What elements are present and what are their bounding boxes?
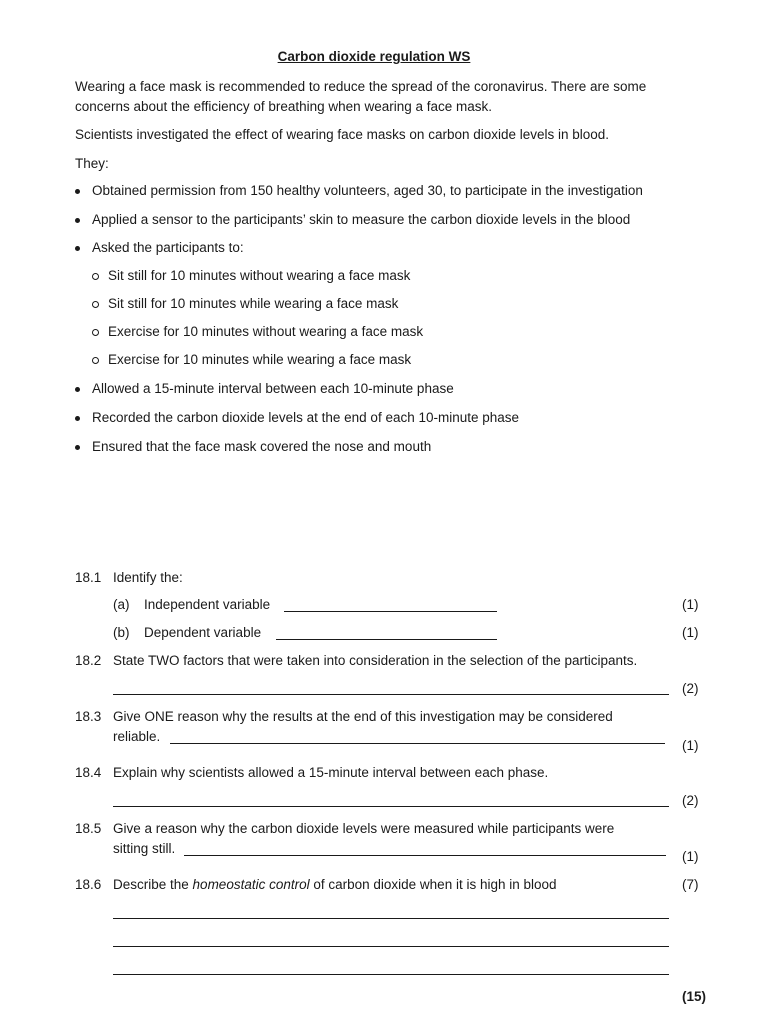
question-text: Give ONE reason why the results at the end of this investigation may be considered: [113, 709, 613, 724]
sub-bullet-text: Exercise for 10 minutes while wearing a face mask: [108, 352, 412, 367]
bullet-dot-icon: [75, 445, 80, 450]
question-text: Explain why scientists allowed a 15-minute interval between each phase.: [113, 765, 549, 780]
sub-bullet-text: Exercise for 10 minutes without wearing a face mask: [108, 324, 424, 339]
question-text-start: Describe the: [113, 877, 193, 892]
answer-line[interactable]: [113, 946, 669, 947]
bullet-dot-icon: [75, 387, 80, 392]
worksheet-title: Carbon dioxide regulation WS: [277, 49, 471, 64]
answer-line[interactable]: [113, 974, 669, 975]
subquestion-text: Dependent variable: [144, 625, 262, 640]
answer-line[interactable]: [170, 743, 665, 744]
question-text: Give a reason why the carbon dioxide levels were measured while participants were: [113, 821, 615, 836]
question-number: 18.6: [75, 877, 102, 892]
question-text: [113, 877, 557, 892]
question-number: 18.3: [75, 709, 102, 724]
question-number: 18.5: [75, 821, 102, 836]
emphasized-term: homeostatic control: [192, 877, 310, 892]
sub-bullet-text: Sit still for 10 minutes without wearing a face mask: [108, 268, 411, 283]
mark-allocation: (1): [682, 597, 699, 612]
answer-line[interactable]: [284, 611, 497, 612]
subquestion-text: Independent variable: [144, 597, 271, 612]
answer-line[interactable]: [113, 806, 669, 807]
mark-allocation: (2): [682, 681, 699, 696]
answer-line[interactable]: [113, 918, 669, 919]
hollow-circle-icon: [92, 301, 99, 308]
answer-line[interactable]: [276, 639, 497, 640]
subquestion-label: (a): [113, 597, 130, 612]
total-marks: (15): [682, 989, 707, 1004]
intro-line-1: Wearing a face mask is recommended to reduce the spread of the coronavirus. There are some: [75, 79, 647, 94]
question-text: Identify the:: [113, 570, 183, 585]
answer-line[interactable]: [184, 855, 666, 856]
mark-allocation: (7): [682, 877, 699, 892]
bullet-dot-icon: [75, 246, 80, 251]
intro-line-3: Scientists investigated the effect of wearing face masks on carbon dioxide levels in blood.: [75, 127, 610, 142]
question-text-continued: reliable.: [113, 729, 161, 744]
hollow-circle-icon: [92, 329, 99, 336]
intro-line-2: concerns about the efficiency of breathing when wearing a face mask.: [75, 99, 492, 114]
bullet-dot-icon: [75, 218, 80, 223]
bullet-text: Ensured that the face mask covered the nose and mouth: [92, 439, 432, 454]
bullet-text: Asked the participants to:: [92, 240, 244, 255]
question-text-continued: sitting still.: [113, 841, 176, 856]
bullet-text: Recorded the carbon dioxide levels at the end of each 10-minute phase: [92, 410, 520, 425]
mark-allocation: (1): [682, 625, 699, 640]
bullet-dot-icon: [75, 416, 80, 421]
bullet-text: Allowed a 15-minute interval between each 10-minute phase: [92, 381, 454, 396]
sub-bullet-text: Sit still for 10 minutes while wearing a face mask: [108, 296, 399, 311]
question-number: 18.2: [75, 653, 102, 668]
question-number: 18.4: [75, 765, 102, 780]
bullet-dot-icon: [75, 189, 80, 194]
mark-allocation: (1): [682, 738, 699, 753]
question-number: 18.1: [75, 570, 102, 585]
they-label: They:: [75, 156, 109, 171]
bullet-text: Applied a sensor to the participants’ skin to measure the carbon dioxide levels in the blood: [92, 212, 631, 227]
subquestion-label: (b): [113, 625, 130, 640]
hollow-circle-icon: [92, 273, 99, 280]
hollow-circle-icon: [92, 357, 99, 364]
answer-line[interactable]: [113, 694, 669, 695]
mark-allocation: (2): [682, 793, 699, 808]
bullet-text: Obtained permission from 150 healthy volunteers, aged 30, to participate in the investigation: [92, 183, 643, 198]
mark-allocation: (1): [682, 849, 699, 864]
question-text: State TWO factors that were taken into consideration in the selection of the participants.: [113, 653, 638, 668]
question-text-end: of carbon dioxide when it is high in blood: [309, 877, 557, 892]
